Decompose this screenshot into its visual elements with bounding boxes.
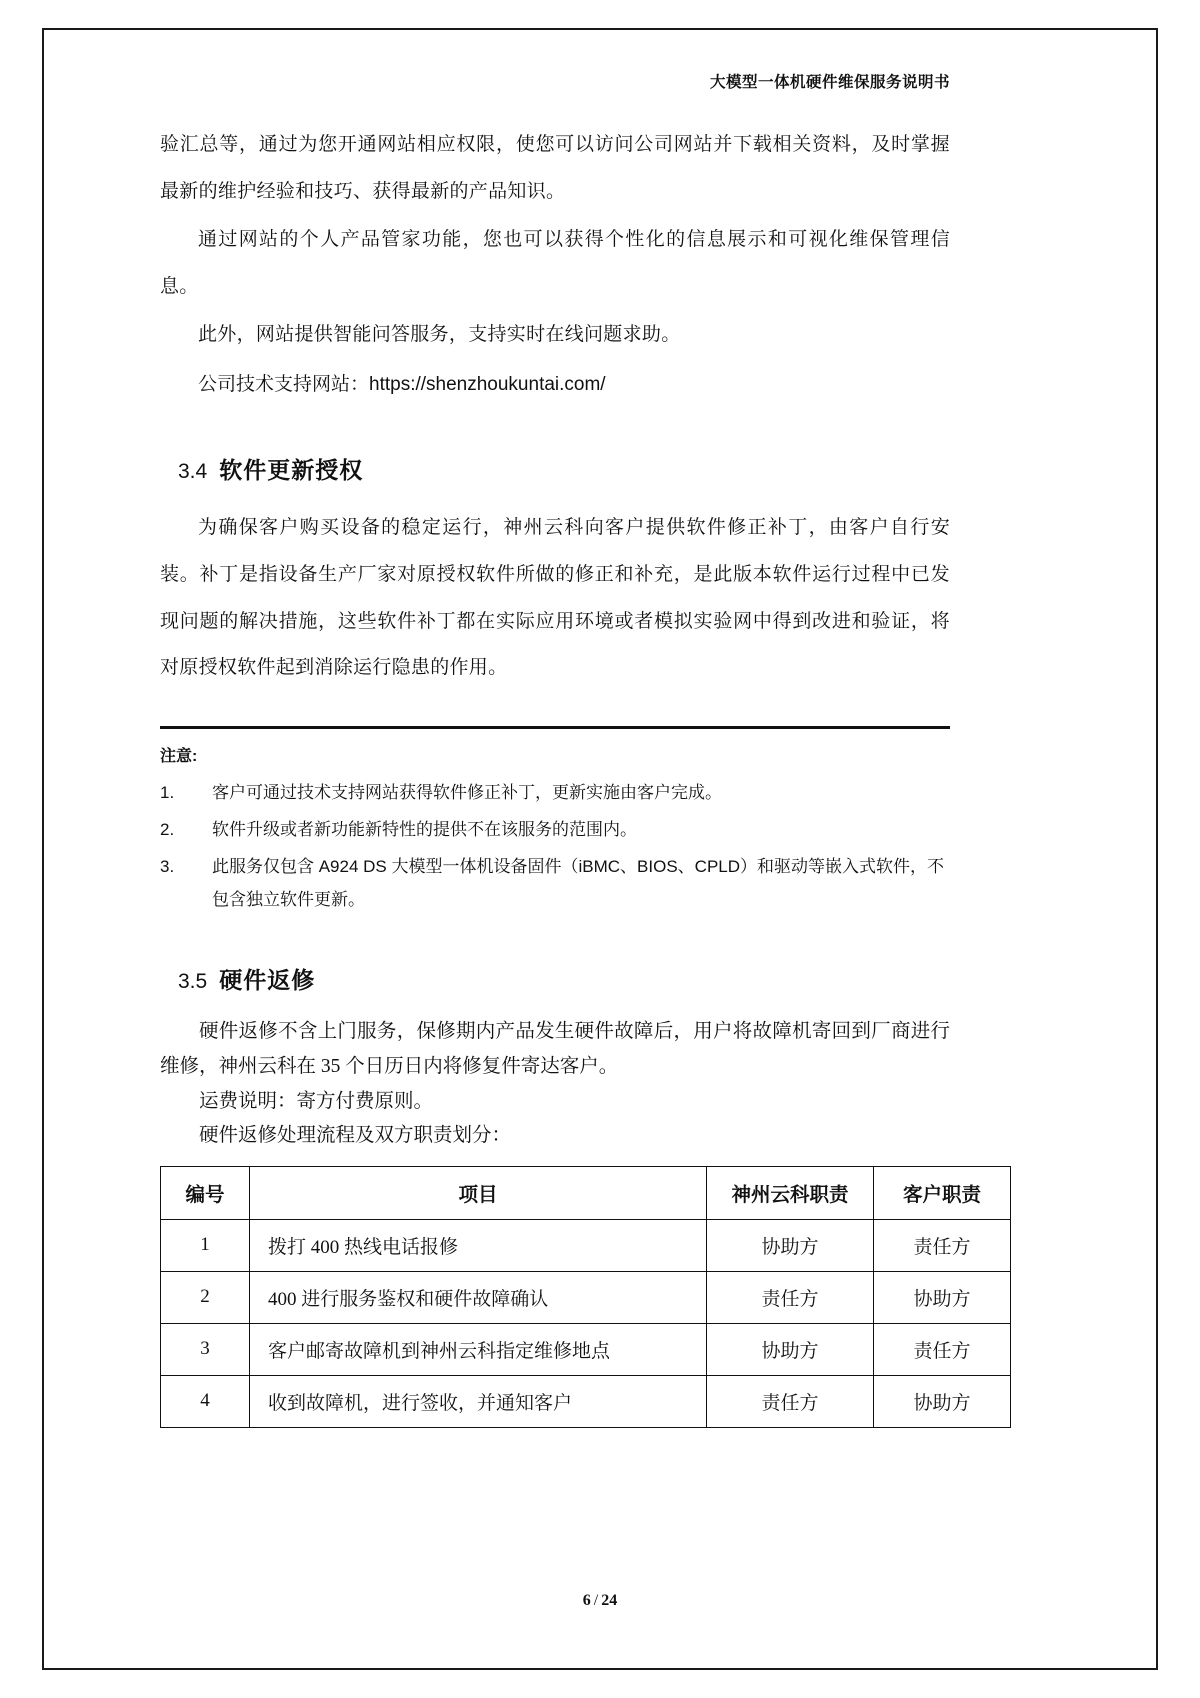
table-cell-no: 2 <box>161 1271 250 1323</box>
section-number: 3.4 <box>178 460 208 484</box>
table-header-row <box>161 1166 1011 1219</box>
list-item-number: 2. <box>160 819 175 839</box>
table-header-cell: 编号 <box>161 1166 250 1219</box>
list-item <box>160 850 950 916</box>
paragraph-process-intro: 硬件返修处理流程及双方职责划分： <box>199 1125 512 1147</box>
paragraph-hardware-return: 硬件返修不含上门服务，保修期内产品发生硬件故障后，用户将故障机寄回到厂商进行维修，神州云科在 35 个日历日内将修复件寄达客户。 <box>160 1021 950 1077</box>
paragraph-freight-note: 运费说明：寄方付费原则。 <box>199 1090 434 1112</box>
table-cell-no: 4 <box>161 1375 250 1427</box>
table-cell-vendor: 责任方 <box>707 1375 874 1427</box>
hardware-return-process-table <box>160 1166 1011 1428</box>
footer-separator: / <box>593 1592 599 1609</box>
paragraph-software-update: 为确保客户购买设备的稳定运行，神州云科向客户提供软件修正补丁，由客户自行安装。补丁是指设备生产厂家对原授权软件所做的修正和补充，是此版本软件运行过程中已发现问题的解决措施，这些软件补丁都在实际应用环境或者模拟实验网中得到改进和验证，将对原授权软件起到消除运行隐患的作用。 <box>160 517 950 679</box>
section-heading-3-4 <box>160 452 950 485</box>
section-title: 硬件返修 <box>219 967 316 994</box>
table-cell-item: 客户邮寄故障机到神州云科指定维修地点 <box>250 1323 707 1375</box>
list-item-text: 此服务仅包含 A924 DS 大模型一体机设备固件（iBMC、BIOS、CPLD）和驱动等嵌入式软件，不包含独立软件更新。 <box>212 856 945 910</box>
table-row <box>161 1271 1011 1323</box>
document-header-title: 大模型一体机硬件维保服务说明书 <box>709 74 950 91</box>
note-divider <box>160 726 950 729</box>
list-item-text: 客户可通过技术支持网站获得软件修正补丁，更新实施由客户完成。 <box>212 782 722 802</box>
table-cell-no: 1 <box>161 1219 250 1271</box>
section-title: 软件更新授权 <box>219 457 364 484</box>
table-cell-item: 收到故障机，进行签收，并通知客户 <box>250 1375 707 1427</box>
list-item-number: 3. <box>160 856 175 876</box>
note-label: 注意: <box>160 747 198 765</box>
table-cell-item: 拨打 400 热线电话报修 <box>250 1219 707 1271</box>
table-row <box>161 1323 1011 1375</box>
table-cell-customer: 责任方 <box>874 1323 1011 1375</box>
table-header-cell: 项目 <box>250 1166 707 1219</box>
table-cell-customer: 协助方 <box>874 1271 1011 1323</box>
section-heading-3-5 <box>160 962 950 995</box>
list-item <box>160 776 950 809</box>
table-cell-customer: 协助方 <box>874 1375 1011 1427</box>
list-item <box>160 813 950 846</box>
table-cell-customer: 责任方 <box>874 1219 1011 1271</box>
paragraph-smart-qa: 此外，网站提供智能问答服务，支持实时在线问题求助。 <box>198 324 681 346</box>
paragraph-product-steward: 通过网站的个人产品管家功能，您也可以获得个性化的信息展示和可视化维保管理信息。 <box>160 229 950 297</box>
table-cell-vendor: 协助方 <box>707 1323 874 1375</box>
table-header-cell: 客户职责 <box>874 1166 1011 1219</box>
table-cell-no: 3 <box>161 1323 250 1375</box>
footer-current-page: 6 <box>582 1592 591 1609</box>
paragraph-continuation: 验汇总等，通过为您开通网站相应权限，使您可以访问公司网站并下载相关资料，及时掌握最新的维护经验和技巧、获得最新的产品知识。 <box>160 134 950 202</box>
note-list <box>160 776 950 917</box>
page-footer <box>0 1592 1200 1610</box>
table-header-cell: 神州云科职责 <box>707 1166 874 1219</box>
section-number: 3.5 <box>178 970 208 994</box>
list-item-number: 1. <box>160 782 175 802</box>
table-cell-vendor: 责任方 <box>707 1271 874 1323</box>
footer-total-pages: 24 <box>601 1592 618 1609</box>
list-item-text: 软件升级或者新功能新特性的提供不在该服务的范围内。 <box>212 819 637 839</box>
support-website-line[interactable]: 公司技术支持网站：https://shenzhoukuntai.com/ <box>198 373 606 395</box>
table-row <box>161 1219 1011 1271</box>
page-content <box>160 70 981 1428</box>
table-cell-vendor: 协助方 <box>707 1219 874 1271</box>
table-row <box>161 1375 1011 1427</box>
table-cell-item: 400 进行服务鉴权和硬件故障确认 <box>250 1271 707 1323</box>
